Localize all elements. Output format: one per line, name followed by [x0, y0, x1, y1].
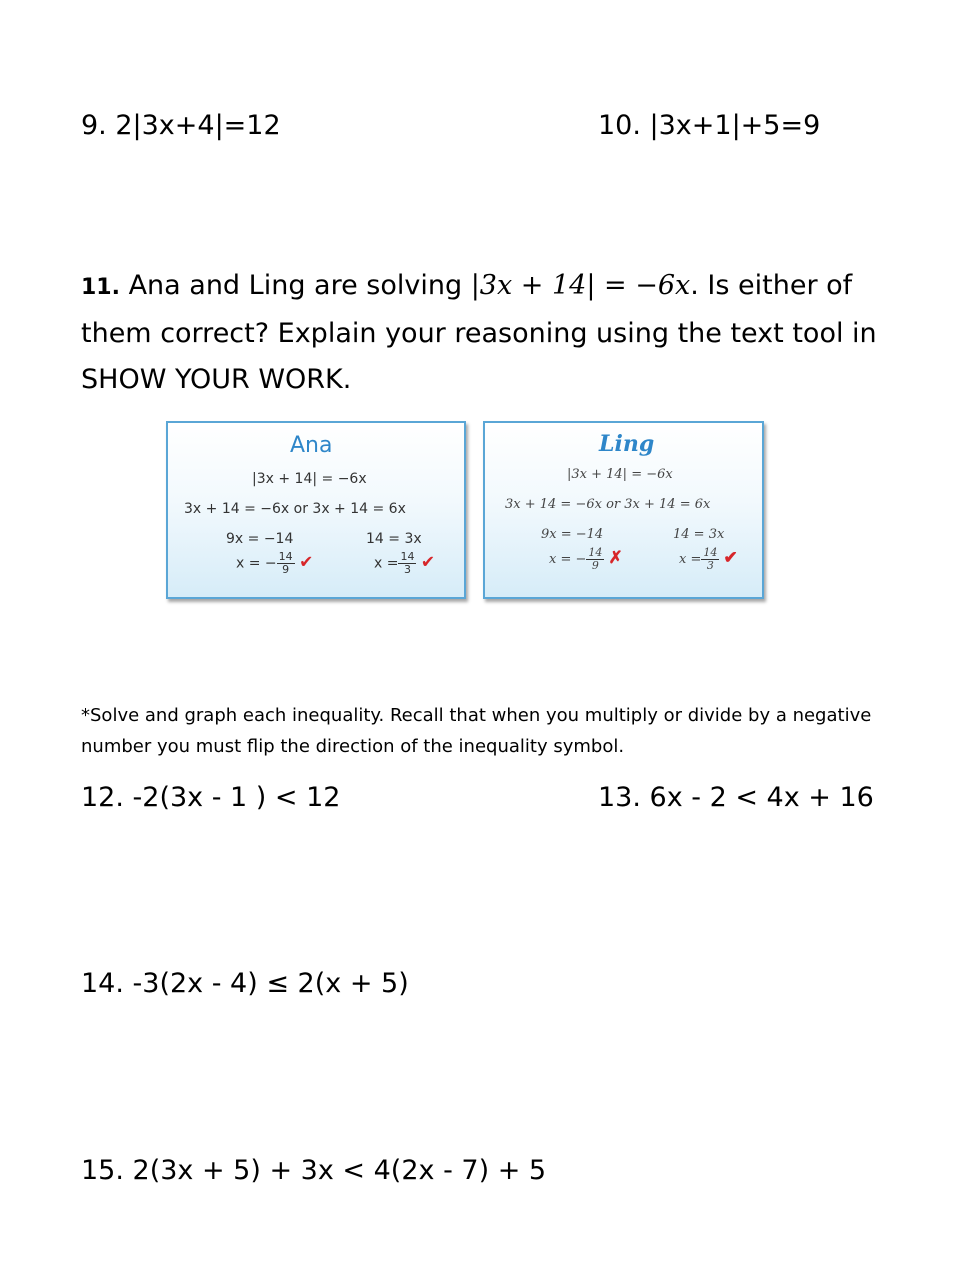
ling-sol2-fraction — [701, 547, 719, 572]
problem-11-intro: Ana and Ling are solving — [119, 270, 471, 301]
equation-part-a: |3x + — [470, 270, 552, 301]
ana-sol2-den: 3 — [403, 563, 411, 576]
ana-sol2-fraction — [398, 551, 416, 576]
ling-sol2-den: 3 — [706, 559, 714, 572]
ana-sol2-lhs: x = — [374, 555, 399, 572]
ana-line-1: |3x + 14| = −6x — [252, 471, 367, 487]
problem-15: 15. 2(3x + 5) + 3x < 4(2x - 7) + 5 — [81, 1155, 547, 1186]
problem-12: 12. -2(3x - 1 ) < 12 — [81, 782, 341, 813]
ling-sol1-den: 9 — [591, 559, 599, 572]
ana-line-3b: 14 = 3x — [366, 531, 422, 547]
ling-line-2: 3x + 14 = −6x or 3x + 14 = 6x — [505, 497, 711, 512]
ana-sol1-num: 14 — [278, 550, 293, 563]
equation-part-b: 14| = −6x — [551, 270, 691, 301]
ling-solution-1 — [549, 547, 623, 572]
ana-sol2-num: 14 — [400, 550, 415, 563]
ling-title: Ling — [599, 431, 655, 457]
inequality-instructions: *Solve and graph each inequality. Recall that when you multiply or divide by a negative number you must flip the direction of the inequality symbol. — [81, 705, 872, 757]
problem-11-number: 11. — [81, 275, 120, 300]
ana-sol1-lhs: x = − — [236, 555, 277, 572]
ling-sol1-lhs: x = − — [549, 552, 587, 567]
ana-solution-1 — [236, 551, 313, 576]
x-mark-icon: ✗ — [608, 548, 623, 568]
ling-sol2-num: 14 — [703, 546, 718, 559]
problem-14: 14. -3(2x - 4) ≤ 2(x + 5) — [81, 968, 409, 999]
ling-solution-card — [483, 421, 764, 599]
problem-11-equation — [471, 270, 691, 301]
ling-sol2-lhs: x = — [679, 552, 702, 567]
problem-10: 10. |3x+1|+5=9 — [598, 110, 821, 141]
ana-solution-card — [166, 421, 466, 599]
problem-13: 13. 6x - 2 < 4x + 16 — [598, 782, 874, 813]
ling-line-1: |3x + 14| = −6x — [567, 467, 673, 482]
problem-11 — [81, 263, 901, 403]
problem-9: 9. 2|3x+4|=12 — [81, 110, 281, 141]
ana-sol1-den: 9 — [282, 563, 290, 576]
ling-line-3b: 14 = 3x — [673, 527, 725, 542]
ana-sol1-fraction — [277, 551, 295, 576]
check-icon: ✔ — [299, 552, 314, 573]
ling-solution-2 — [679, 547, 738, 572]
ana-title: Ana — [290, 433, 333, 458]
check-icon: ✔ — [723, 548, 738, 568]
ling-line-3a: 9x = −14 — [541, 527, 604, 542]
problem-11-question: . Is either of them correct? Explain your reasoning using the text tool in SHOW YOUR WORK. — [81, 270, 877, 395]
ana-line-3a: 9x = −14 — [226, 531, 294, 547]
ling-sol1-fraction — [586, 547, 604, 572]
ling-sol1-num: 14 — [588, 546, 603, 559]
ana-line-2: 3x + 14 = −6x or 3x + 14 = 6x — [184, 501, 406, 517]
ana-solution-2 — [374, 551, 435, 576]
check-icon: ✔ — [420, 552, 436, 573]
